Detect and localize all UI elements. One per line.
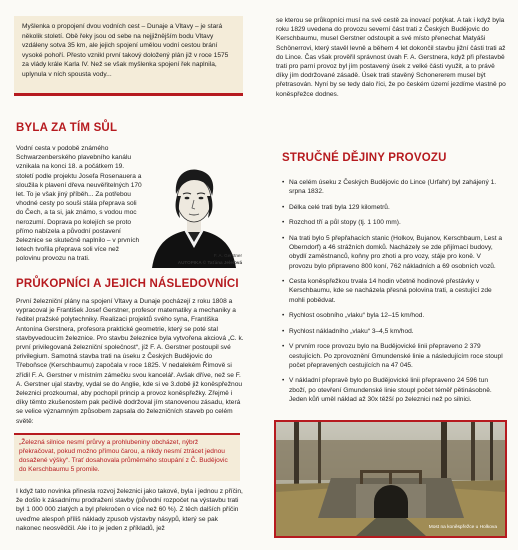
- quote-text: „Železná silnice nesmí průrvy a prohlubeniny obcházet, nýbrž překračovat, pokud možno přímou čarou, a nikdy nesmí ztrácet jednou dosažené výšky“. Trať dosahovala průměrného stoupání z Č. Budějovic do Kerschbaumu 5 promile.: [19, 439, 228, 473]
- section-pioneers-end-text: I když tato novinka přinesla rozvoj železnici jako takové, byla i jednou z příčin, že došlo k zásadnímu prodražení stavby (původní rozpočet na výstavbu trati byl 1 000 000 zlatých a byl překročen o více než 60 %). Z těch dalších příčin uveďme alespoň příliš náklady zpusob výstavby násypů, který se pak nakonec neosvědčil. Ale i to je jeden z příkladů, jež: [16, 488, 243, 532]
- list-item: • Rychlost osobního „vlaku“ byla 12–15 km/hod.: [282, 312, 425, 320]
- intro-box: [14, 16, 243, 96]
- history-bullet-list: [282, 178, 504, 410]
- section-salt-text: Vodní cesta v podobě známého Schwarzenberského plavebního kanálu vznikala na konci 18. a počátkem 19. století podle projektu Josefa Rosenauera a sloužila k plavení dřeva neuvěřitelných 170 let. To je však jiný příběh... Za potřebou vhodné cesty po souši stála přeprava soli do Čech, a ta si, jak známo, s vodou moc nerozumí. Doprava po kolejích se proto přímo nabízela a původní postavení železnice se skutečně naplnilo – v prvních letech tvořila přeprava soli více než polovinu provozu na trati.: [16, 145, 142, 263]
- list-item: • Délka celé trati byla 129 kilometrů.: [282, 203, 390, 211]
- section-pioneers-text: První železniční plány na spojení Vltavy a Dunaje pocházejí z roku 1808 a vypracoval je František Josef Gerstner, profesor matematiky a mechaniky a ředitel pražské polytechniky. Realizaci projektů svého syna, Františka Antonína Gerstnera, profesora praktické geometrie, který se poté stal stavbyvedoucím železnice. Pro stavbu železnice byla vytvořena akciová „C. k. první privilegovaná železniční společnost“, jíž F. A. Gerstner postoupil své privilegium. Samotná stavba trati na úseku z Českých Budějovic do Třeboňsce (Kerschbaumu) započala v roce 1825. V nedalekém Římově si zřídil F. A. Gerstner v místním zámečku svou kancelář. Avšak dříve, než se F. A. Gerstner ujal stavby, vydal se do Anglie, kde si ve 3.době již koněspřežnou železnici prozkoumal, aby pochopil princip a provoz koněspřežky. Zřejmě i díky těmto zkušenostem pak pečlivě dodržoval jím stanovenou zásadu, která se velice významným způsobem zapsala do železničních staveb po celém světě:: [16, 298, 244, 425]
- section-title-pioneers: PRŮKOPNÍCI A JEJICH NÁSLEDOVNÍCI: [16, 278, 239, 290]
- section-title-history: STRUČNÉ DĚJINY PROVOZU: [282, 152, 447, 164]
- list-item: • Na trati bylo 5 přepřahacích stanic (Holkov, Bujanov, Kerschbaum, Lest a Oberndorf) a 46 strážních domků. Nacházely se zde přijímací budovy, obydlí zaměstnanců, koňny pro zhoti a pro vozy, stáje pro koně. V provozu bylo připraveno 800 koní, 762 nákladních a 69 osobních vozů.: [282, 234, 503, 270]
- intro-text: Myšlenka o propojení dvou vodních cest – Dunaje a Vltavy – je stará několik století. Obě řeky jsou od sebe na nejjižnějším bodu Vltavy vzdáleny sotva 35 km, ale jejich spojení umělou vodní cestou brání vysoké pohoří. Přesto vznikl první takový doložený plán již v roce 1575 za vlády krále Karla IV. Než se však myšlenka spojení řek naplnila, uplynula v ních spousta vody...: [22, 23, 229, 78]
- photo-caption: Most na koněspřežce u Holkova: [428, 525, 497, 530]
- quote-box: [14, 433, 240, 481]
- bridge-photo: [274, 420, 507, 538]
- section-title-salt: BYLA ZA TÍM SŮL: [16, 122, 118, 134]
- list-item: • Rychlost nákladního „vlaku“ 3–4,5 km/hod.: [282, 327, 414, 335]
- list-item: • V nákladní přepravě bylo po Budějovické linii přepraveno 24 596 tun zboží, po otevření Gmundenské linie stoupl počet téměř pětinásobně. Jeden kůň uměl náklad až 30x těžší po železnici než po silnici.: [282, 377, 492, 403]
- list-item: • V prvním roce provozu bylo na Budějovické linii přepraveno 2 379 cestujících. Po zprovoznění Gmundenské linie a následujícím roce stoupl počet přepravených cestujících na 47 045.: [282, 343, 503, 369]
- portrait-figure: [144, 150, 244, 270]
- gerstner-portrait-image: [144, 150, 244, 270]
- continued-text: se kterou se průkopníci musí na své cestě za inovací potýkat. A tak i když byla roku 1829 uvedena do provozu severní část trati z Českých Budějovic do Kerschbaumu, musel Gerstner odstoupit a své místo přenechat Matyáši Schönerrovi, který stavěl levně a během 4 let dokončil stavbu jižní části trati až do Lince. Čas však prověřil správnost úvah F. A. Gerstnera, když při přestavbě trati pro parní provoz byl jím postavený úsek z velké části využit, a to právě díky jím dodržované zásadě. Úsek trati stavěný Schonererem musel být přetrasován. Nyní by se tedy dalo říci, že po českém území jezdíme vlastně po koněspřežce dodnes.: [276, 17, 506, 98]
- list-item: • Cesta koněspřežkou trvala 14 hodin včetně hodinové přestávky v Kerschbaumu, kde se nacházela přesná polovina trati, a cestující zde mohli pobědvat.: [282, 278, 492, 304]
- stone-bridge-image: [276, 422, 505, 536]
- list-item: • Na celém úseku z Českých Budějovic do Lince (Urfahr) byl zahájený 1. srpna 1832.: [282, 179, 497, 196]
- portrait-caption-author: AUTOPIKA © Taťána Jelelová: [177, 260, 242, 265]
- list-item: • Rozchod tří a půl stopy (tj. 1 100 mm).: [282, 219, 401, 227]
- portrait-caption-name: F. A. Gerstner: [213, 253, 242, 258]
